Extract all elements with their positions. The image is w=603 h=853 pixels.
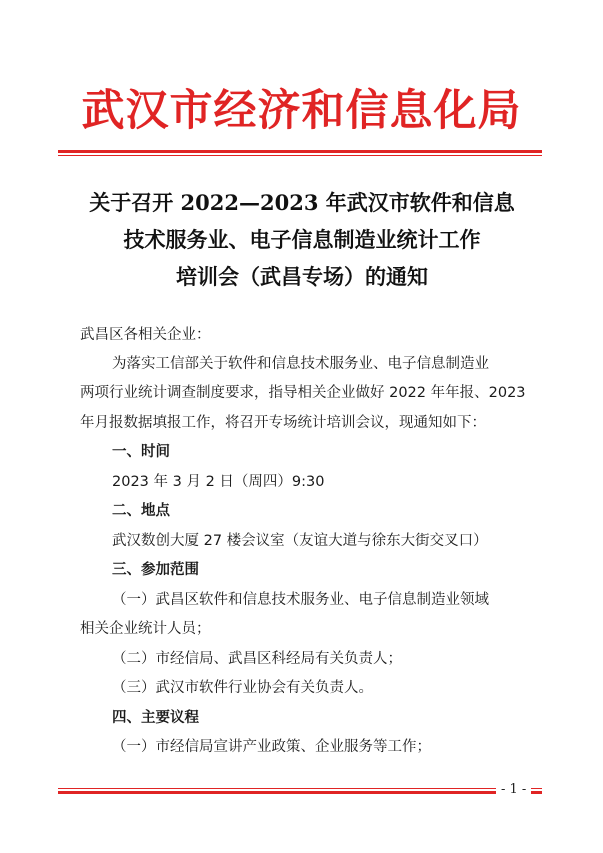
intro-line-1: 为落实工信部关于软件和信息技术服务业、电子信息制造业 — [112, 356, 489, 372]
section-location-value: 武汉数创大厦 27 楼会议室（友谊大道与徐东大街交叉口） — [112, 533, 488, 549]
footer-rule-thin — [58, 788, 542, 789]
footer-rule-thick — [58, 791, 542, 794]
scope-item-1-line-2: 相关企业统计人员； — [80, 621, 211, 637]
section-agenda-heading: 四、主要议程 — [112, 710, 199, 726]
scope-item-1-line-1: （一）武昌区软件和信息技术服务业、电子信息制造业领域 — [112, 592, 489, 608]
intro-line-2: 两项行业统计调查制度要求，指导相关企业做好 2022 年年报、2023 — [80, 385, 526, 401]
scope-item-3: （三）武汉市软件行业协会有关负责人。 — [112, 680, 373, 696]
title-line-1: 关于召开 2022—2023 年武汉市软件和信息 — [89, 190, 515, 215]
title-line-2: 技术服务业、电子信息制造业统计工作 — [123, 227, 481, 252]
page-number: - 1 - — [496, 782, 531, 798]
section-time-heading: 一、时间 — [112, 444, 170, 460]
letterhead-rule-thin — [58, 155, 542, 156]
section-location-heading: 二、地点 — [112, 503, 170, 519]
intro-line-3: 年月报数据填报工作，将召开专场统计培训会议，现通知如下： — [80, 415, 486, 431]
scope-item-2: （二）市经信局、武昌区科经局有关负责人； — [112, 651, 402, 667]
section-scope-heading: 三、参加范围 — [112, 562, 199, 578]
letterhead-agency-name: 武汉市经济和信息化局 — [81, 86, 522, 136]
title-line-3: 培训会（武昌专场）的通知 — [176, 264, 428, 289]
agenda-item-1: （一）市经信局宣讲产业政策、企业服务等工作； — [112, 739, 431, 755]
salutation: 武昌区各相关企业： — [80, 327, 211, 343]
letterhead-rule-thick — [58, 150, 542, 153]
section-time-value: 2023 年 3 月 2 日（周四）9:30 — [112, 474, 325, 490]
document-title — [60, 184, 544, 295]
